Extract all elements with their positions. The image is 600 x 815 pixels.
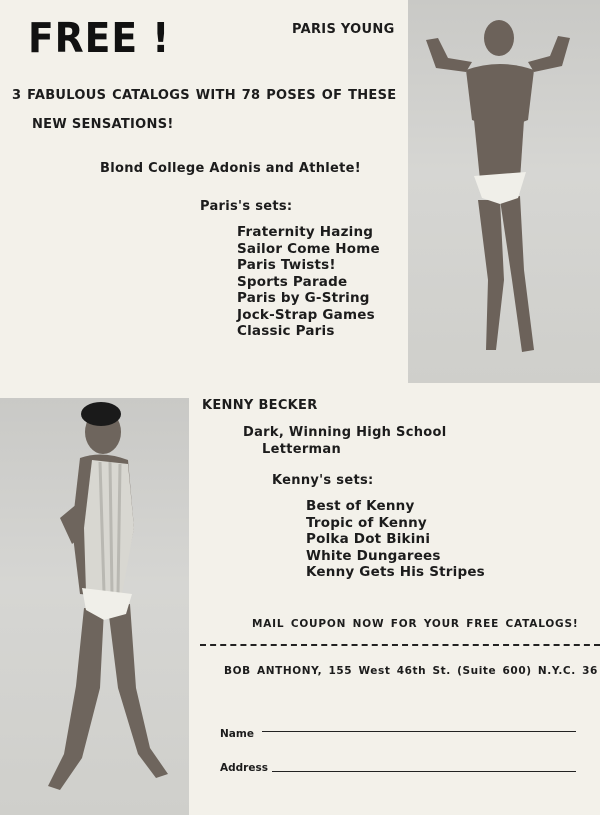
list-item: Best of Kenny [306,498,415,514]
coupon-divider [200,644,600,646]
kenny-tagline-line-2: Letterman [262,442,342,457]
kenny-sets-label: Kenny's sets: [272,473,374,488]
intro-line-2: NEW SENSATIONS! [32,117,174,132]
kenny-tagline-line-1: Dark, Winning High School [243,425,447,440]
list-item: Tropic of Kenny [306,514,427,531]
headline: FREE ! [28,14,171,62]
list-item: Paris by G-String [237,290,370,306]
list-item: Kenny Gets His Stripes [306,564,485,580]
list-item: Classic Paris [237,323,335,339]
kenny-name: KENNY BECKER [202,398,318,413]
mail-coupon-cta: MAIL COUPON NOW FOR YOUR FREE CATALOGS! [252,618,579,630]
kenny-photo [0,398,189,815]
paris-name: PARIS YOUNG [292,22,395,37]
paris-photo [408,0,600,383]
list-item: Sports Parade [237,273,348,290]
address-field-label: Address [220,762,268,774]
name-field-label: Name [220,728,254,740]
intro-line-1: 3 FABULOUS CATALOGS WITH 78 POSES OF THESE [12,88,397,103]
paris-tagline: Blond College Adonis and Athlete! [100,161,362,176]
paris-sets-list [237,224,380,340]
mailing-address: BOB ANTHONY, 155 West 46th St. (Suite 600) N.Y.C. 36 [224,665,598,677]
name-field[interactable] [262,731,576,732]
kenny-figure [0,398,189,815]
paris-figure [408,0,600,383]
paris-sets-label: Paris's sets: [200,199,293,214]
list-item: Polka Dot Bikini [306,531,431,547]
list-item: Paris Twists! [237,257,336,273]
list-item: Sailor Come Home [237,240,380,257]
kenny-sets-list [306,498,485,581]
address-field[interactable] [272,771,576,772]
list-item: White Dungarees [306,547,441,564]
list-item: Fraternity Hazing [237,224,374,240]
list-item: Jock-Strap Games [237,306,375,323]
